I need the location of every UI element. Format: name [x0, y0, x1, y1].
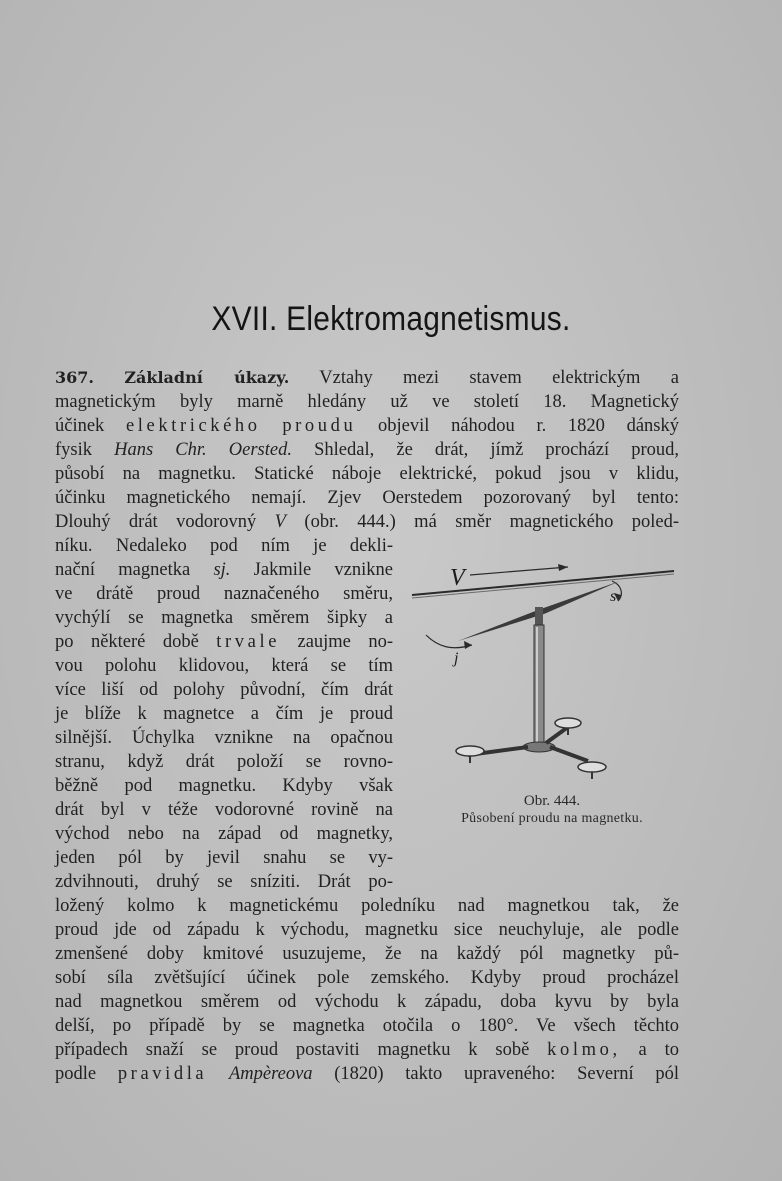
text-line: níku. Nedaleko pod ním je dekli-: [55, 536, 393, 556]
arrow-head: [464, 641, 472, 649]
text-line: zmenšené doby kmitové usuzujeme, že na každý pól magnetky pů-: [55, 944, 679, 964]
text-line: zdvihnouti, druhý se sníziti. Drát po-: [55, 872, 393, 892]
figure-caption: Působení proudu na magnetku.: [461, 811, 643, 826]
current-direction-arrow: [470, 567, 568, 575]
text-line: běžně pod magnetku. Kdyby však: [55, 776, 393, 796]
foot-disc: [555, 718, 581, 728]
chapter-title: XVII. Elektromagnetismus.: [211, 300, 571, 338]
text-line: po některé době trvale zaujme no-: [55, 632, 394, 652]
text-line: účinku magnetického nemají. Zjev Oerstedem pozorovaný byl tento:: [55, 488, 679, 508]
foot-disc: [578, 762, 606, 772]
arrow-head: [558, 564, 568, 571]
spaced-emphasis: pravidla: [117, 1064, 208, 1084]
text-line: nad magnetkou směrem od východu k západu, doba kyvu by byla: [55, 992, 679, 1012]
text-line: delší, po případě by se magnetka otočila o 180°. Ve všech těchto: [55, 1016, 679, 1036]
text-line: vychýlí se magnetka směrem šipky a: [55, 608, 393, 628]
spaced-emphasis: elektrického: [126, 416, 261, 436]
foot-disc: [456, 746, 484, 756]
person-name: Hans Chr. Oersted.: [114, 440, 292, 460]
figure-number: Obr. 444.: [523, 793, 581, 809]
text-line: působí na magnetku. Statické náboje elektrické, pokud jsou v klidu,: [55, 464, 679, 484]
text-line: východ nebo na západ od magnetky,: [55, 824, 393, 844]
spaced-emphasis: proudu: [282, 416, 357, 436]
text-line: 367. Základní úkazy. Vztahy mezi stavem elektrickým a: [55, 368, 680, 388]
wire-label: V: [450, 565, 465, 591]
oersted-apparatus-illustration: [408, 555, 680, 795]
text-line: sobí síla zvětšující účinek pole zemského. Kdyby proud procházel: [55, 968, 679, 988]
spaced-emphasis: kolmo,: [547, 1040, 621, 1060]
text-line: ve drátě proud naznačeného směru,: [55, 584, 393, 604]
text-line: magnetickým byly marně hledány už ve století 18. Magnetický: [55, 392, 679, 412]
spaced-emphasis: trvale: [216, 632, 281, 652]
south-pole-label: j: [454, 650, 459, 667]
text-line: podle pravidla Ampèreova (1820) takto upraveného: Severní pól: [55, 1064, 680, 1084]
text-line: účinek elektrického proudu objevil náhodou r. 1820 dánský: [55, 416, 680, 436]
paragraph-number: 367.: [55, 368, 94, 387]
text-line: případech snaží se proud postaviti magnetku k sobě kolmo, a to: [55, 1040, 679, 1060]
text-line: jeden pól by jevil snahu se vy-: [55, 848, 393, 868]
paragraph-heading: Základní úkazy.: [124, 368, 290, 387]
text-line: drát byl v téže vodorovné rovině na: [55, 800, 393, 820]
text-line: stranu, když drát položí se rovno-: [55, 752, 393, 772]
text-line: nační magnetka sj. Jakmile vznikne: [55, 560, 393, 580]
pivot-cap: [535, 607, 543, 627]
north-pole-label: s: [610, 588, 617, 605]
text-line: ložený kolmo k magnetickému poledníku nad magnetkou tak, že: [55, 896, 679, 916]
text-line: Dlouhý drát vodorovný V (obr. 444.) má směr magnetického poled-: [55, 512, 680, 532]
text-line: fysik Hans Chr. Oersted. Shledal, že drát, jímž prochází proud,: [55, 440, 680, 460]
stand-pillar: [534, 625, 544, 745]
text-line: proud jde od západu k východu, magnetku sice neuchyluje, ale podle: [55, 920, 679, 940]
text-line: silnější. Úchylka vznikne na opačnou: [55, 728, 393, 748]
text-line: více liší od polohy původní, čím drát: [55, 680, 393, 700]
text-line: vou polohu klidovou, která se tím: [55, 656, 393, 676]
text-line: je blíže k magnetce a čím je proud: [55, 704, 393, 724]
person-name: Ampèreova: [228, 1064, 313, 1084]
